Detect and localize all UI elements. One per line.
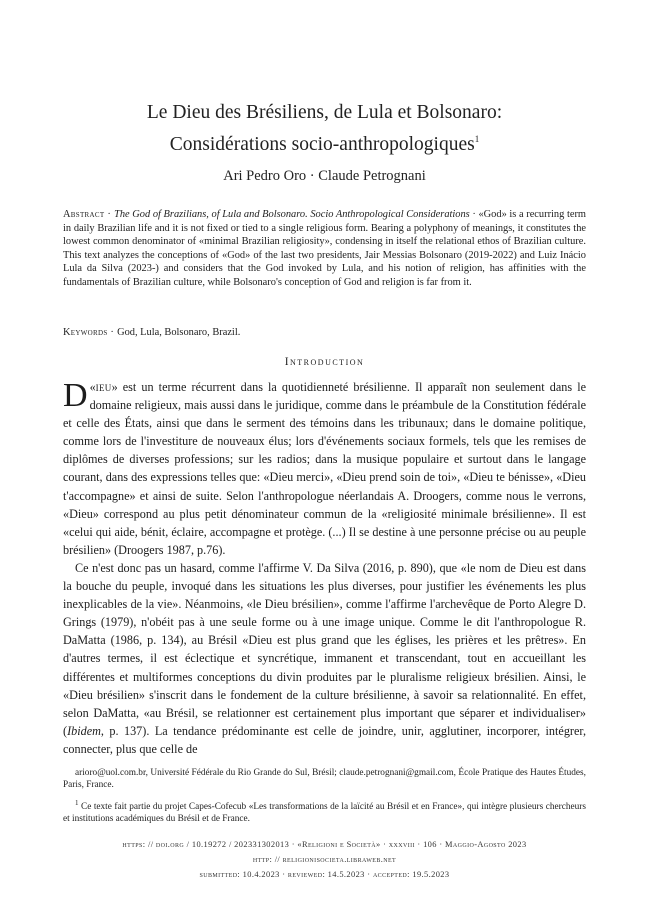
- title-footnote-mark[interactable]: 1: [474, 134, 480, 144]
- footer-journal-url[interactable]: http: // religionisocieta.libraweb.net: [252, 855, 397, 864]
- keywords-text: God, Lula, Bolsonaro, Brazil.: [117, 327, 241, 338]
- footer-doi-line[interactable]: https: // doi.org / 10.19272 / 202331302013 · «Religioni e Società» · xxxviii · 106 · Maggio-Agosto 2023: [122, 840, 527, 849]
- title-line-2-text: Considérations socio-anthropologiques: [169, 134, 475, 155]
- footnote-1: [63, 797, 586, 826]
- title-line-1: Le Dieu des Brésiliens, de Lula et Bolsonaro:: [146, 102, 503, 123]
- opening-quote: «: [89, 380, 96, 394]
- body-text: [63, 378, 586, 758]
- footnote-1-text: Ce texte fait partie du projet Capes-Cofecub «Les transformations de la laïcité au Brésil et en France», qui intègre plusieurs chercheurs et institutions académiques du Brésil et de France.: [63, 801, 586, 824]
- title-line-2: [63, 126, 586, 158]
- paragraph-2-italic: Ibidem: [67, 723, 101, 738]
- article-title: [63, 100, 586, 158]
- authors: Ari Pedro Oro · Claude Petrognani: [223, 168, 426, 184]
- keywords-label: Keywords ·: [63, 327, 118, 338]
- author-affiliation-note: arioro@uol.com.br, Université Fédérale du Rio Grande do Sul, Brésil; claude.petrognani@gmail.com, École Pratique des Hautes Études, Paris, France.: [63, 768, 586, 791]
- section-heading: Introduction: [284, 356, 365, 368]
- abstract-english-title: The God of Brazilians, of Lula and Bolsonaro. Socio Anthropological Considerations: [114, 209, 470, 220]
- abstract-label: Abstract ·: [63, 209, 115, 220]
- footer-dates: submitted: 10.4.2023 · reviewed: 14.5.2023 · accepted: 19.5.2023: [199, 870, 450, 879]
- footnotes: [63, 767, 586, 830]
- paragraph-1: [63, 378, 586, 559]
- keywords: [63, 326, 586, 340]
- dropcap-continuation: ieu: [95, 380, 112, 394]
- paragraph-1-text: » est un terme récurrent dans la quotidienneté brésilienne. Il apparaît non seulement dans le domaine religieux, mais aussi dans le juridique, comme dans le préambule de la Constitution fédérale et celle des États, ainsi que dans le serment des témoins dans les tribunaux; dans le domaine politique, comme lors de l'investiture de nouveaux élus; lors d'événements sociaux formels, tels que les remises de diplômes de diverses professions; sur les radios; dans la musique populaire et surtout dans le langage courant, dans des expressions telles que: «Dieu merci», «Dieu prend soin de toi», «Dieu te bénisse», «Dieu t'accompagne» et ainsi de suite. Selon l'anthropologue néerlandais A. Droogers, comme nous le verrons, «Dieu» correspond au plus petit dénominateur commun de la «religiosité minimale brésilienne». Il est «celui qui aide, bénit, éclaire, accompagne et protège. (...) Il se destine à une personne précise ou au peuple brésilien» (Droogers 1987, p.76).: [63, 380, 586, 557]
- abstract: [63, 208, 586, 290]
- paragraph-2-text-b: , p. 137). La tendance prédominante est celle de joindre, unir, agglutiner, incorporer, intégrer, connecter, plus que celle de: [63, 723, 586, 756]
- footnote-1-mark: 1: [75, 798, 79, 807]
- abstract-text: · «God» is a recurring term in daily Brazilian life and it is not fixed or tied to a single religious form. Bearing a polyphony of meanings, it constitutes the lowest common denominator of «minimal Brazilian religiosity», condensing in itself the relational ethos of Brazilian culture. This text analyzes the conceptions of «God» of the last two presidents, Jair Messias Bolsonaro (2019-2022) and Luiz Inácio Lula da Silva (2023-) and considers that the God invoked by Lula, and his notion of religion, has affinities with the fundamentals of Brazilian culture, while Bolsonaro's conception of God and religion is far from it.: [63, 209, 586, 288]
- paragraph-2: [63, 559, 586, 758]
- drop-cap: D: [63, 377, 88, 414]
- paragraph-2-text-a: Ce n'est donc pas un hasard, comme l'affirme V. Da Silva (2016, p. 890), que «le nom de Dieu est dans la bouche du peuple, invoqué dans les situations les plus diverses, pour justifier les événements les plus inexplicables de la vie». Néanmoins, «le Dieu brésilien», comme l'affirme l'archevêque de Porto Alegre D. Grings (1979), n'obéit pas à une seule forme ou à une image unique. Comme le dit l'anthropologue R. DaMatta (1986, p. 134), au Brésil «Dieu est plus grand que les églises, les prières et les prêtres». En d'autres termes, il est éclectique et syncrétique, immanent et transcendant, tout en accueillant les différentes et multiformes conceptions du divin produites par le pluralisme religieux brésilien. Ainsi, le «Dieu brésilien» s'inscrit dans le fondement de la culture brésilienne, à savoir sa relationnalité. En effet, selon DaMatta, «au Brésil, se relationner est certainement plus important que séparer et individualiser» (: [63, 560, 586, 738]
